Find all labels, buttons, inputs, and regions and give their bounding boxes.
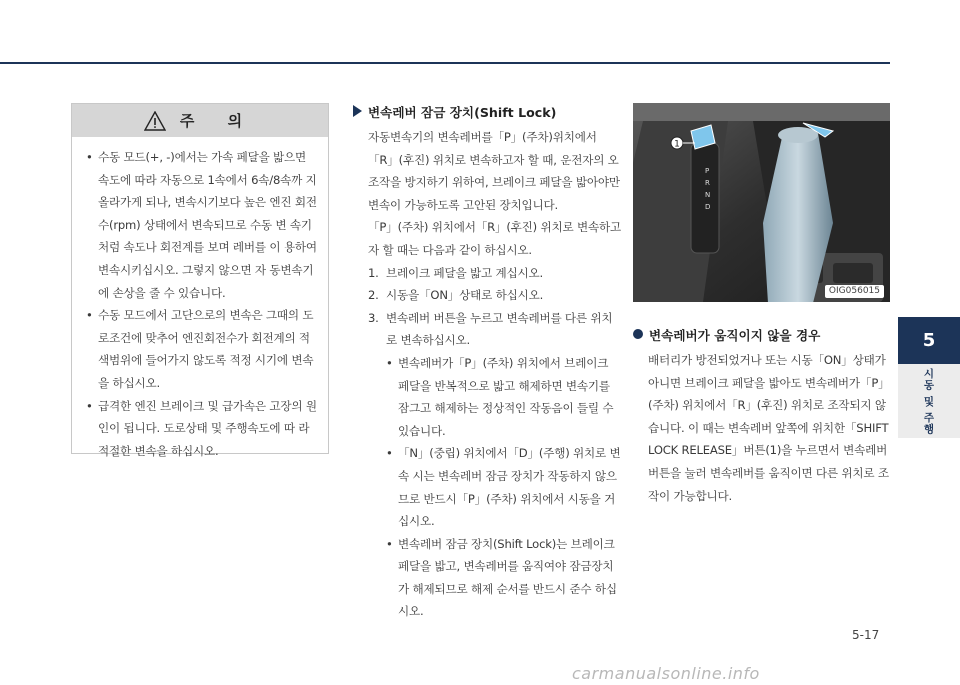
step-item: 3. 변속레버 버튼을 누르고 변속레버를 다른 위치로 변속하십시오. <box>368 310 613 348</box>
shift-lock-heading: 변속레버 잠금 장치(Shift Lock) <box>353 100 621 122</box>
note-item: • 변속레버 잠금 장치(Shift Lock)는 브레이크 페달을 밟고, 변속레버를 움직여야 잠금장치가 해제되므로 해제 순서를 반드시 준수 하십시오. <box>386 536 617 619</box>
chapter-tab <box>898 317 960 364</box>
gear-letter-r: R <box>705 179 710 187</box>
shift-lock-intro-2: 「P」(주차) 위치에서「R」(후진) 위치로 변속하고자 할 때는 다음과 같이 하십시오. <box>368 220 621 257</box>
caution-title: 주 의 <box>179 112 257 130</box>
note-item: • 변속레버가「P」(주차) 위치에서 브레이크 페달을 반복적으로 밟고 해제하면 변속기를 잠그고 해제하는 정상적인 작동음이 들릴 수 있습니다. <box>386 355 614 438</box>
caution-header <box>72 104 328 137</box>
circle-bullet-icon <box>633 329 643 339</box>
warning-triangle-icon <box>144 111 166 131</box>
note-item: • 「N」(중립) 위치에서「D」(주행) 위치로 변속 시는 변속레버 잠금 장치가 작동하지 않으므로 반드시「P」(주차) 위치에서 시동을 거십시오. <box>386 446 621 529</box>
chapter-label: 시동 및 주행 <box>922 367 935 435</box>
gear-shift-illustration <box>633 103 890 302</box>
gear-shift-photo <box>633 103 890 302</box>
shift-lock-section <box>353 100 621 623</box>
caution-item: • 수동 모드에서 고단으로의 변속은 그때의 도로조건에 맞추어 엔진회전수가 회전계의 적색범위에 들어가지 않도록 적정 시기에 변속을 하십시오. <box>86 308 314 390</box>
chapter-label-tab <box>898 364 960 438</box>
caution-item: • 급격한 엔진 브레이크 및 급가속은 고장의 원인이 됩니다. 도로상태 및 주행속도에 따 라 적절한 변속을 하십시오. <box>86 398 317 458</box>
watermark: carmanualsonline.info <box>572 664 760 683</box>
photo-code: OIG056015 <box>825 285 884 298</box>
gear-letter-d: D <box>705 203 711 211</box>
page-number: 5-17 <box>852 628 880 642</box>
lever-stuck-heading: 변속레버가 움직이지 않을 경우 <box>633 323 895 345</box>
caution-list <box>72 137 328 462</box>
gear-letter-p: P <box>705 167 710 175</box>
caution-item: • 수동 모드(+, -)에서는 가속 페달을 밟으면 속도에 따라 자동으로 1속에서 6속/8속까 지 올라가게 되나, 변속시기보다 높은 엔진 회전수(rpm) 상태에서 변속되므로 수동 변 속기 처럼 속도나 회전계를 보며 레버를 이 용하여 변속시키십시오. 그렇지 않으면 자 동변속기에 손상을 줄 수 있습니다. <box>86 150 317 300</box>
chapter-number: 5 <box>922 330 936 351</box>
gear-letter-n: N <box>705 191 711 199</box>
triangle-bullet-icon <box>353 105 362 117</box>
step-item: 1. 브레이크 페달을 밟고 계십시오. <box>368 265 543 280</box>
note-list <box>368 352 621 623</box>
lever-stuck-section <box>633 323 895 507</box>
caution-box <box>71 103 329 458</box>
lever-stuck-text: 배터리가 방전되었거나 또는 시동「ON」상태가 아니면 브레이크 페달을 밟아도 변속레버가「P」(주차) 위치에서「R」(후진) 위치로 조작되지 않습니다. 이 때는 변속레버 앞쪽에 위치한「SHIFT LOCK RELEASE」버튼(1)을 누르면서 변속레버 버튼을 눌러 변속레버를 움직이면 다른 위치로 조작이 가능합니다. <box>648 353 890 503</box>
shift-lock-intro: 자동변속기의 변속레버를「P」(주차)위치에서「R」(후진) 위치로 변속하고자 할 때, 운전자의 오조작을 방지하기 위하여, 브레이크 페달을 밟아야만 변속이 가능하도록 고안된 장치입니다. <box>368 130 620 212</box>
step-item: 2. 시동을「ON」상태로 하십시오. <box>368 288 544 303</box>
photo-callout-label: 1 <box>674 139 680 150</box>
top-rule <box>0 62 890 64</box>
